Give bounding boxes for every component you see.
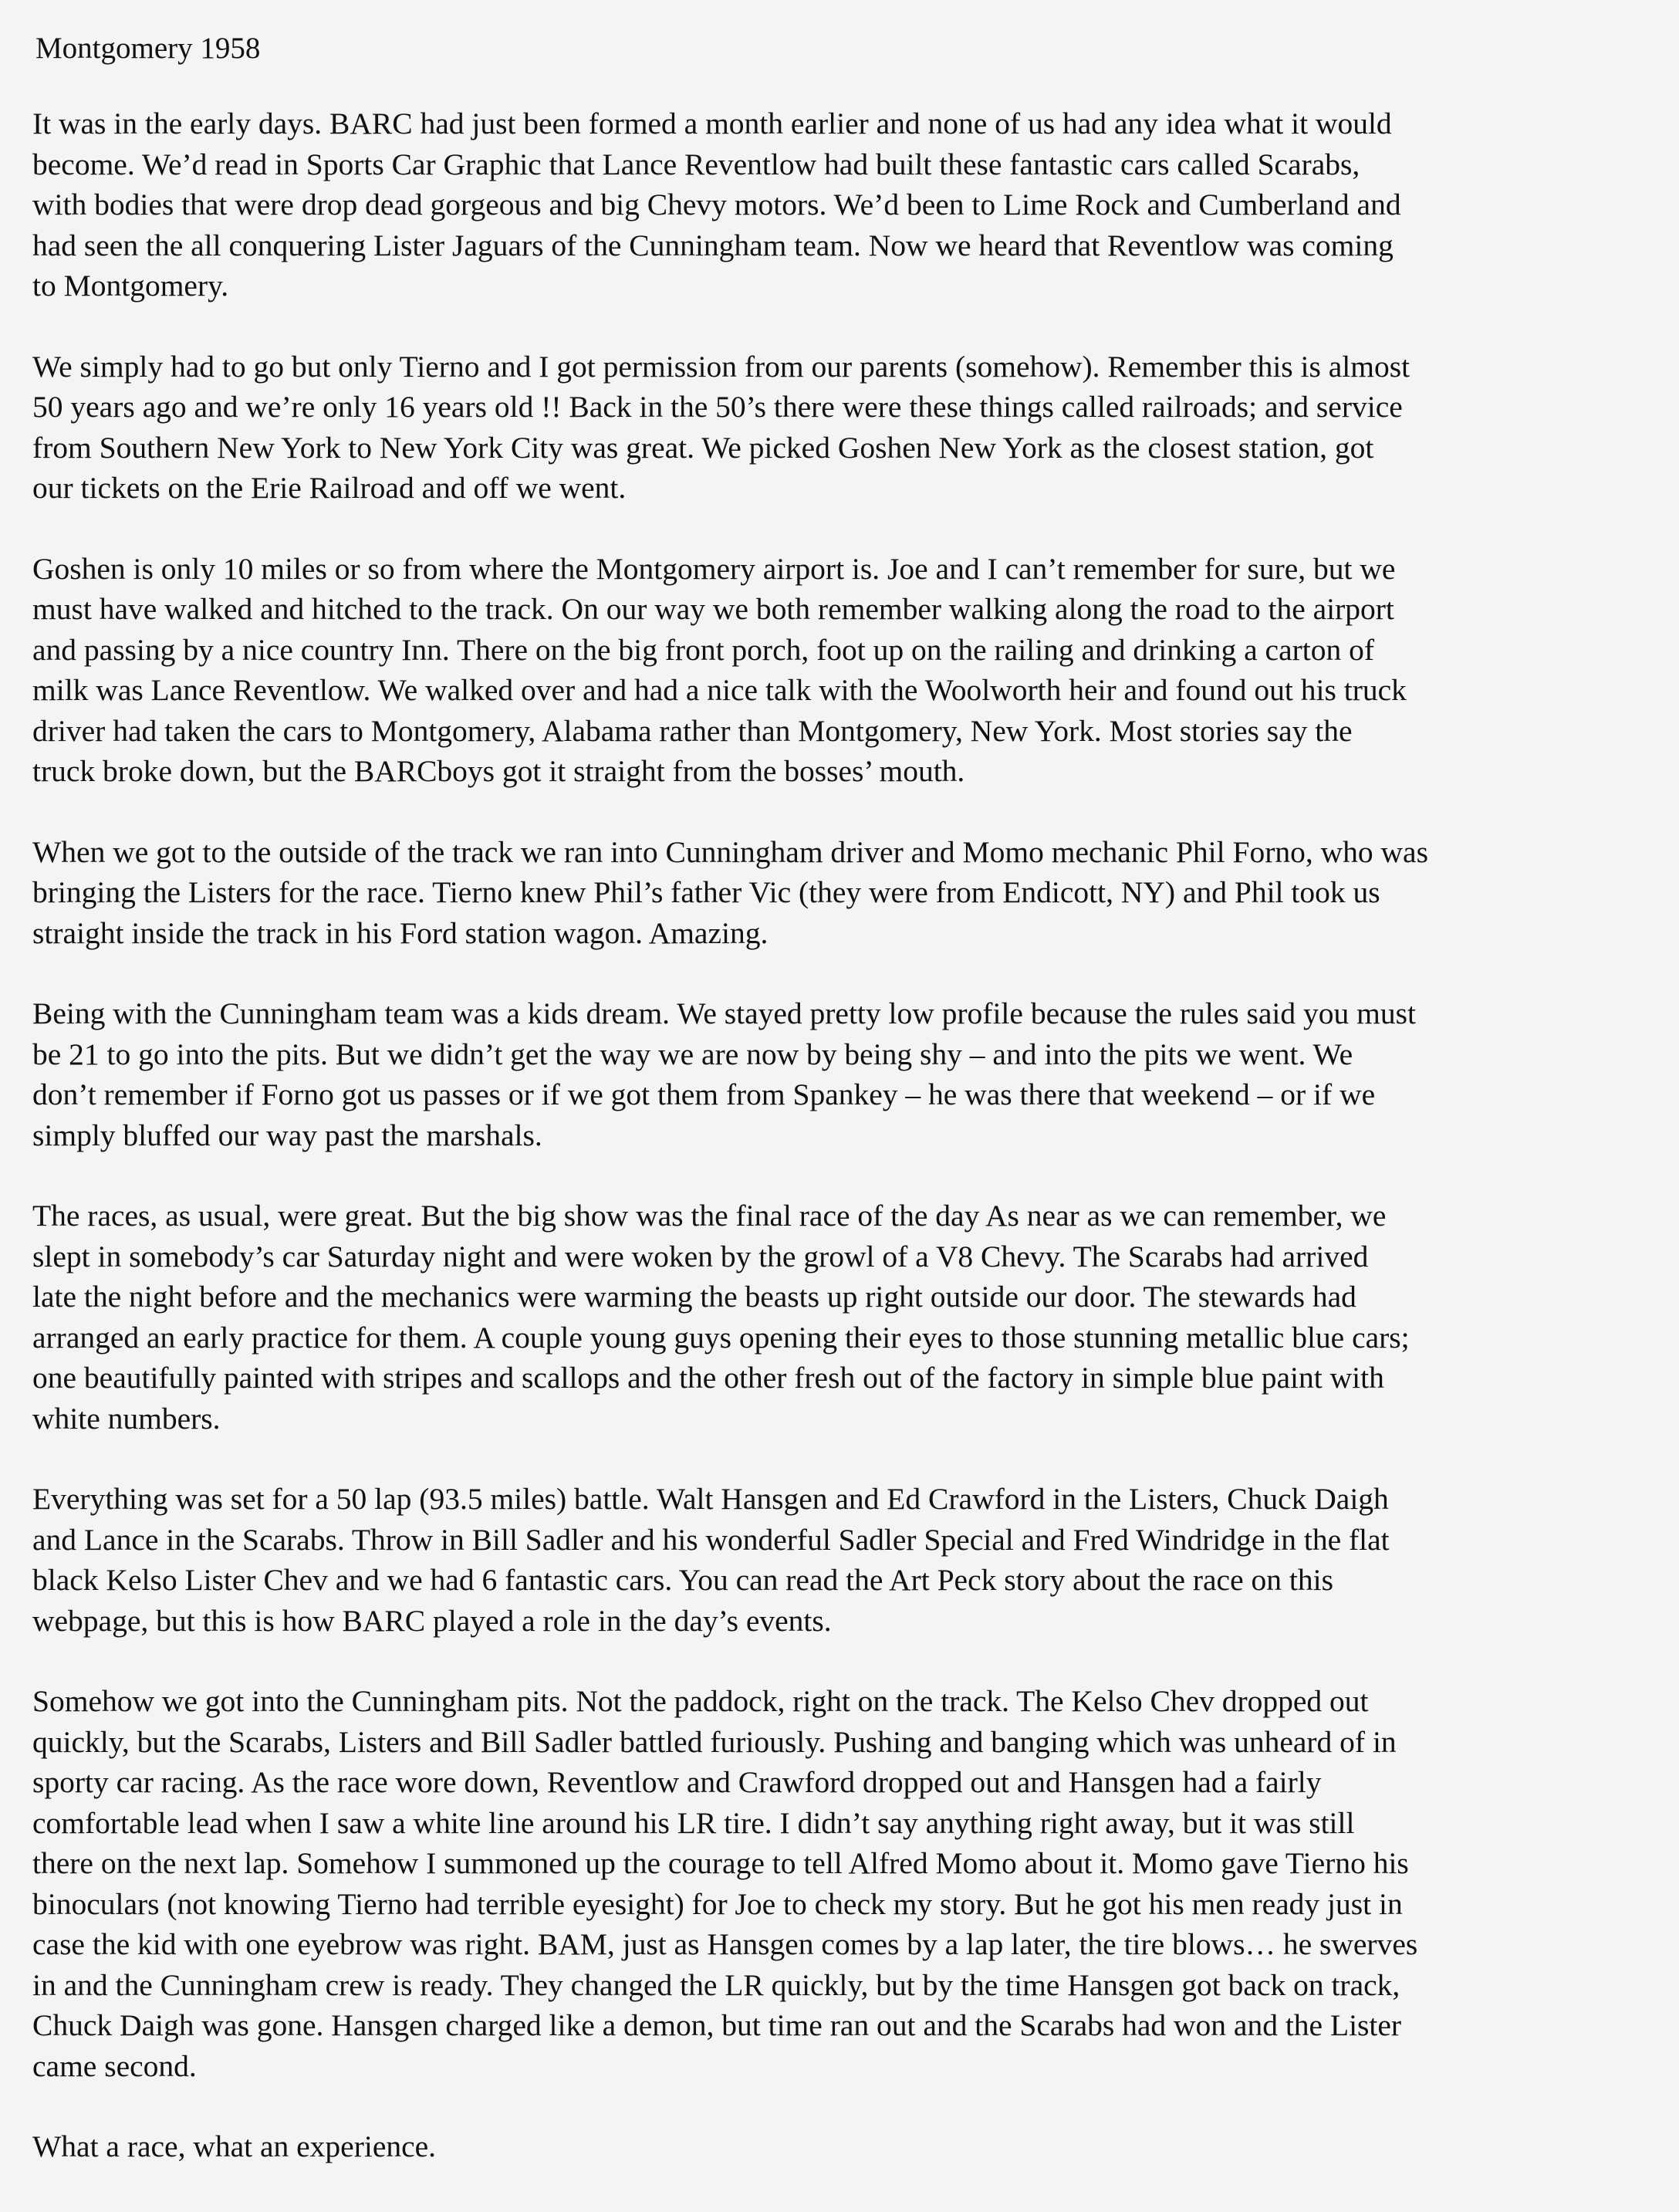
paragraph xyxy=(32,103,1636,306)
text-line: Chuck Daigh was gone. Hansgen charged like a demon, but time ran out and the Scarabs had won and the Lister xyxy=(32,2008,1402,2042)
paragraph xyxy=(32,1479,1636,1641)
text-line: must have walked and hitched to the track. On our way we both remember walking along the road to the airport xyxy=(32,592,1394,626)
paragraph xyxy=(32,832,1636,954)
text-line: bringing the Listers for the race. Tierno knew Phil’s father Vic (they were from Endicott, NY) and Phil took us xyxy=(32,875,1380,909)
text-line: truck broke down, but the BARCboys got it straight from the bosses’ mouth. xyxy=(32,754,965,788)
text-line: straight inside the track in his Ford station wagon. Amazing. xyxy=(32,915,769,950)
text-line: slept in somebody’s car Saturday night and were woken by the growl of a V8 Chevy. The Scarabs had arrived xyxy=(32,1239,1369,1273)
text-line: sporty car racing. As the race wore down, Reventlow and Crawford dropped out and Hansgen had a fairly xyxy=(32,1765,1322,1799)
text-line: Somehow we got into the Cunningham pits. Not the paddock, right on the track. The Kelso Chev dropped out xyxy=(32,1684,1369,1718)
text-line: It was in the early days. BARC had just been formed a month earlier and none of us had any idea what it would xyxy=(32,107,1392,140)
text-line: and Lance in the Scarabs. Throw in Bill Sadler and his wonderful Sadler Special and Fred Windridge in the flat xyxy=(32,1522,1390,1557)
text-line: one beautifully painted with stripes and scallops and the other fresh out of the factory in simple blue paint with xyxy=(32,1361,1384,1395)
text-line: arranged an early practice for them. A couple young guys opening their eyes to those stunning metallic blue cars; xyxy=(32,1320,1410,1355)
paragraph xyxy=(32,1196,1636,1439)
text-line: don’t remember if Forno got us passes or if we got them from Spankey – he was there that weekend – or if we xyxy=(32,1077,1376,1111)
text-line: had seen the all conquering Lister Jaguars of the Cunningham team. Now we heard that Reventlow was coming xyxy=(32,228,1394,262)
text-line: case the kid with one eyebrow was right. BAM, just as Hansgen comes by a lap later, the tire blows… he swerves xyxy=(32,1927,1418,1961)
paragraph xyxy=(32,2126,1636,2167)
text-line: black Kelso Lister Chev and we had 6 fantastic cars. You can read the Art Peck story about the race on this xyxy=(32,1563,1333,1597)
paragraph xyxy=(32,347,1636,509)
text-line: there on the next lap. Somehow I summoned up the courage to tell Alfred Momo about it. Momo gave Tierno his xyxy=(32,1846,1409,1880)
text-line: milk was Lance Reventlow. We walked over and had a nice talk with the Woolworth heir and found out his truck xyxy=(32,673,1407,707)
text-line: from Southern New York to New York City was great. We picked Goshen New York as the closest station, got xyxy=(32,430,1374,465)
paragraph xyxy=(32,1681,1636,2086)
document-body xyxy=(32,103,1636,2167)
text-line: in and the Cunningham crew is ready. They changed the LR quickly, but by the time Hansgen got back on track, xyxy=(32,1967,1400,2002)
text-line: our tickets on the Erie Railroad and off we went. xyxy=(32,471,627,505)
text-line: with bodies that were drop dead gorgeous and big Chevy motors. We’d been to Lime Rock and Cumberland and xyxy=(32,188,1401,222)
text-line: binoculars (not knowing Tierno had terrible eyesight) for Joe to check my story. But he got his men ready just in xyxy=(32,1886,1403,1921)
text-line: came second. xyxy=(32,2048,197,2083)
text-line: become. We’d read in Sports Car Graphic that Lance Reventlow had built these fantastic cars called Scarabs, xyxy=(32,147,1360,181)
text-line: 50 years ago and we’re only 16 years old !! Back in the 50’s there were these things called railroads; and service xyxy=(32,390,1403,424)
text-line: be 21 to go into the pits. But we didn’t get the way we are now by being shy – and into the pits we went. We xyxy=(32,1037,1353,1071)
text-line: When we got to the outside of the track we ran into Cunningham driver and Momo mechanic Phil Forno, who was xyxy=(32,834,1428,869)
text-line: We simply had to go but only Tierno and I got permission from our parents (somehow). Remember this is almost xyxy=(32,349,1410,384)
text-line: Everything was set for a 50 lap (93.5 miles) battle. Walt Hansgen and Ed Crawford in the Listers, Chuck Daigh xyxy=(32,1482,1389,1516)
text-line: and passing by a nice country Inn. There on the big front porch, foot up on the railing and drinking a carton of xyxy=(32,632,1375,667)
text-line: The races, as usual, were great. But the big show was the final race of the day As near as we can remember, we xyxy=(32,1199,1387,1233)
text-line: comfortable lead when I saw a white line around his LR tire. I didn’t say anything right away, but it was still xyxy=(32,1805,1355,1840)
document-title: Montgomery 1958 xyxy=(35,32,261,65)
text-line: Being with the Cunningham team was a kids dream. We stayed pretty low profile because the rules said you must xyxy=(32,996,1416,1030)
text-line: What a race, what an experience. xyxy=(32,2129,437,2163)
text-line: driver had taken the cars to Montgomery, Alabama rather than Montgomery, New York. Most stories say the xyxy=(32,713,1353,748)
text-line: white numbers. xyxy=(32,1401,221,1436)
text-line: late the night before and the mechanics were warming the beasts up right outside our door. The stewards had xyxy=(32,1280,1356,1314)
text-line: to Montgomery. xyxy=(32,269,229,303)
paragraph xyxy=(32,993,1636,1155)
text-line: Goshen is only 10 miles or so from where the Montgomery airport is. Joe and I can’t remember for sure, but we xyxy=(32,551,1396,586)
paragraph xyxy=(32,549,1636,792)
text-line: webpage, but this is how BARC played a role in the day’s events. xyxy=(32,1603,832,1638)
text-line: simply bluffed our way past the marshals. xyxy=(32,1118,542,1152)
text-line: quickly, but the Scarabs, Listers and Bill Sadler battled furiously. Pushing and banging which was unheard of in xyxy=(32,1724,1397,1759)
